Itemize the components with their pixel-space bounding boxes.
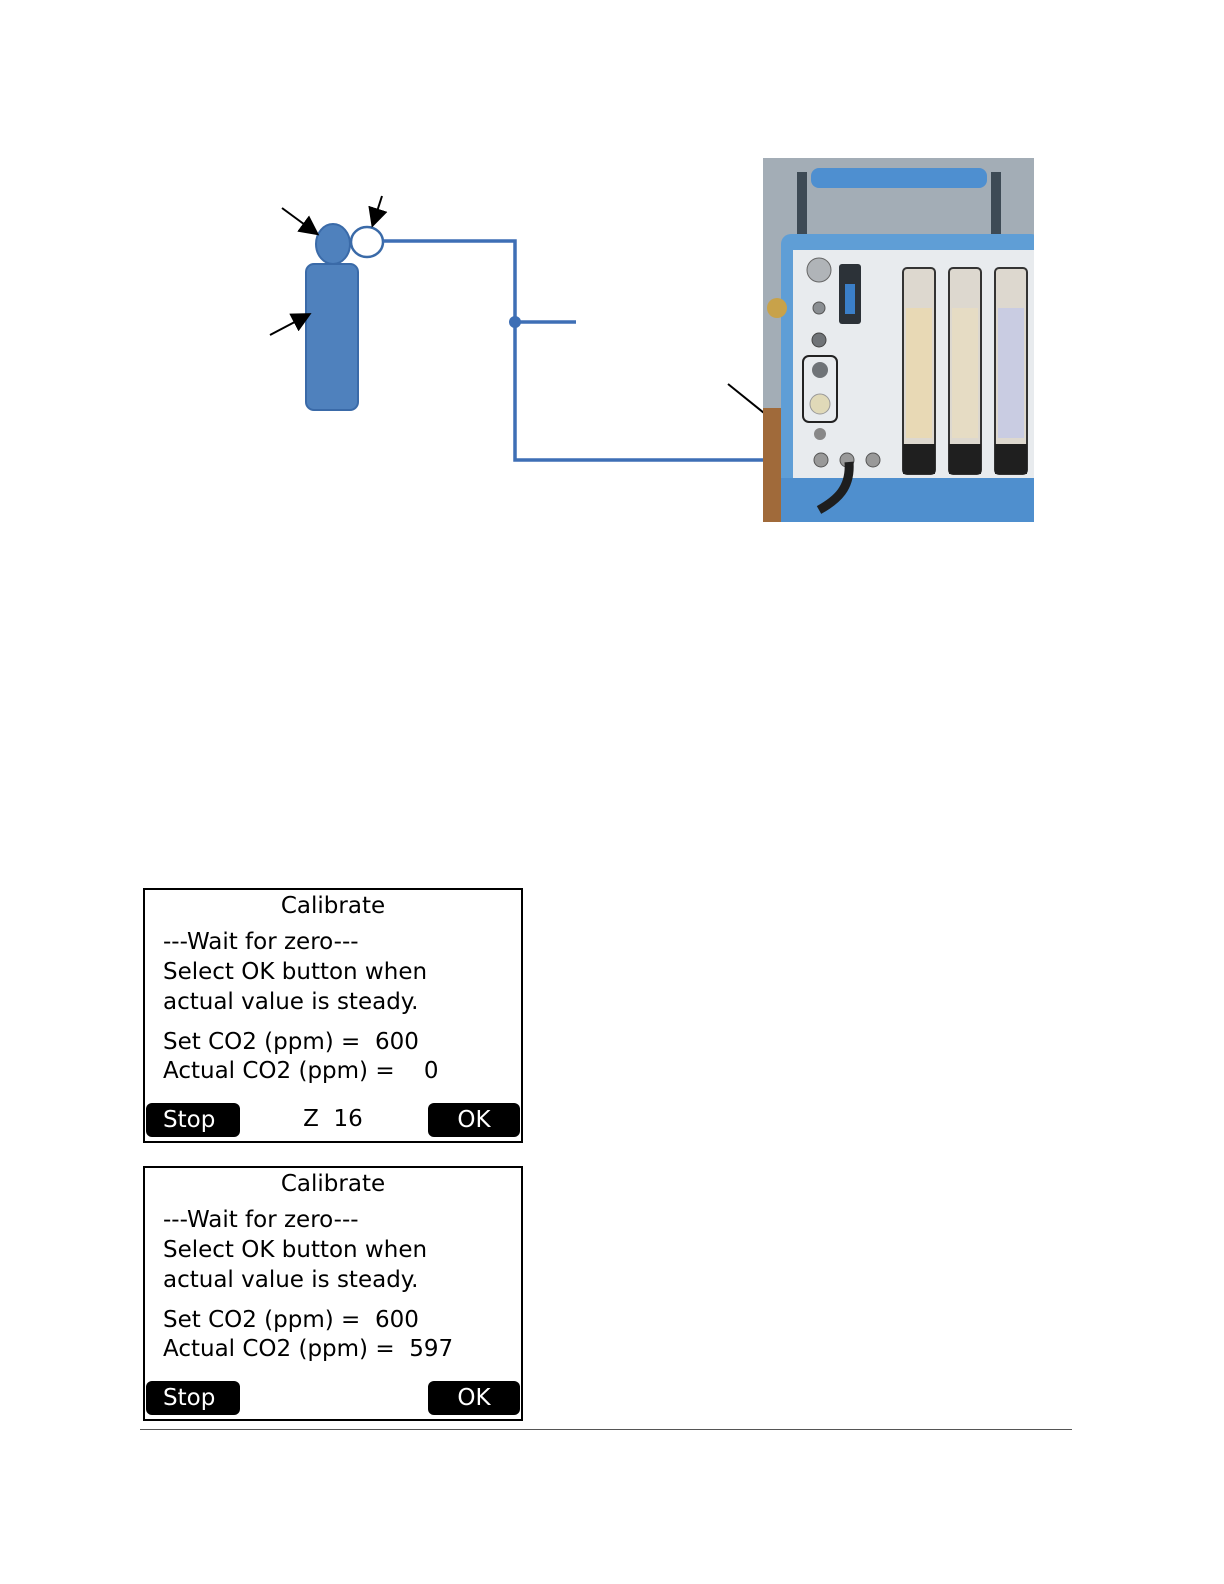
- set-co2-readout: Set CO2 (ppm) = 600: [163, 1307, 419, 1333]
- regulator-icon: [351, 227, 383, 257]
- gas-tubing: [383, 241, 810, 460]
- instrument-photo: [763, 158, 1034, 522]
- calibrate-screen-steady: [143, 1166, 523, 1421]
- screen-line: Select OK button when: [163, 1237, 428, 1263]
- stop-button[interactable]: Stop: [146, 1381, 240, 1415]
- actual-co2-readout: Actual CO2 (ppm) = 597: [163, 1336, 454, 1362]
- ok-button[interactable]: OK: [428, 1381, 520, 1415]
- cylinder-valve-icon: [316, 224, 350, 264]
- screen-line: actual value is steady.: [163, 989, 419, 1015]
- arrow-icon: [373, 196, 382, 224]
- gas-cylinder-icon: [306, 264, 358, 410]
- screen-line: ---Wait for zero---: [163, 929, 359, 955]
- stop-button[interactable]: Stop: [146, 1103, 240, 1137]
- gas-connection-diagram: [0, 0, 1224, 560]
- tee-junction: [509, 316, 521, 328]
- set-co2-readout: Set CO2 (ppm) = 600: [163, 1029, 419, 1055]
- screen-line: Select OK button when: [163, 959, 428, 985]
- actual-co2-readout: Actual CO2 (ppm) = 0: [163, 1058, 439, 1084]
- ok-button[interactable]: OK: [428, 1103, 520, 1137]
- arrow-icon: [282, 208, 316, 233]
- footer-divider: [140, 1429, 1072, 1430]
- screen-title: Calibrate: [280, 893, 386, 919]
- arrow-icon: [270, 315, 308, 335]
- screen-title: Calibrate: [280, 1171, 386, 1197]
- calibrate-screen-zero: [143, 888, 523, 1143]
- screen-line: ---Wait for zero---: [163, 1207, 359, 1233]
- screen-line: actual value is steady.: [163, 1267, 419, 1293]
- zero-countdown: Z 16: [303, 1106, 363, 1132]
